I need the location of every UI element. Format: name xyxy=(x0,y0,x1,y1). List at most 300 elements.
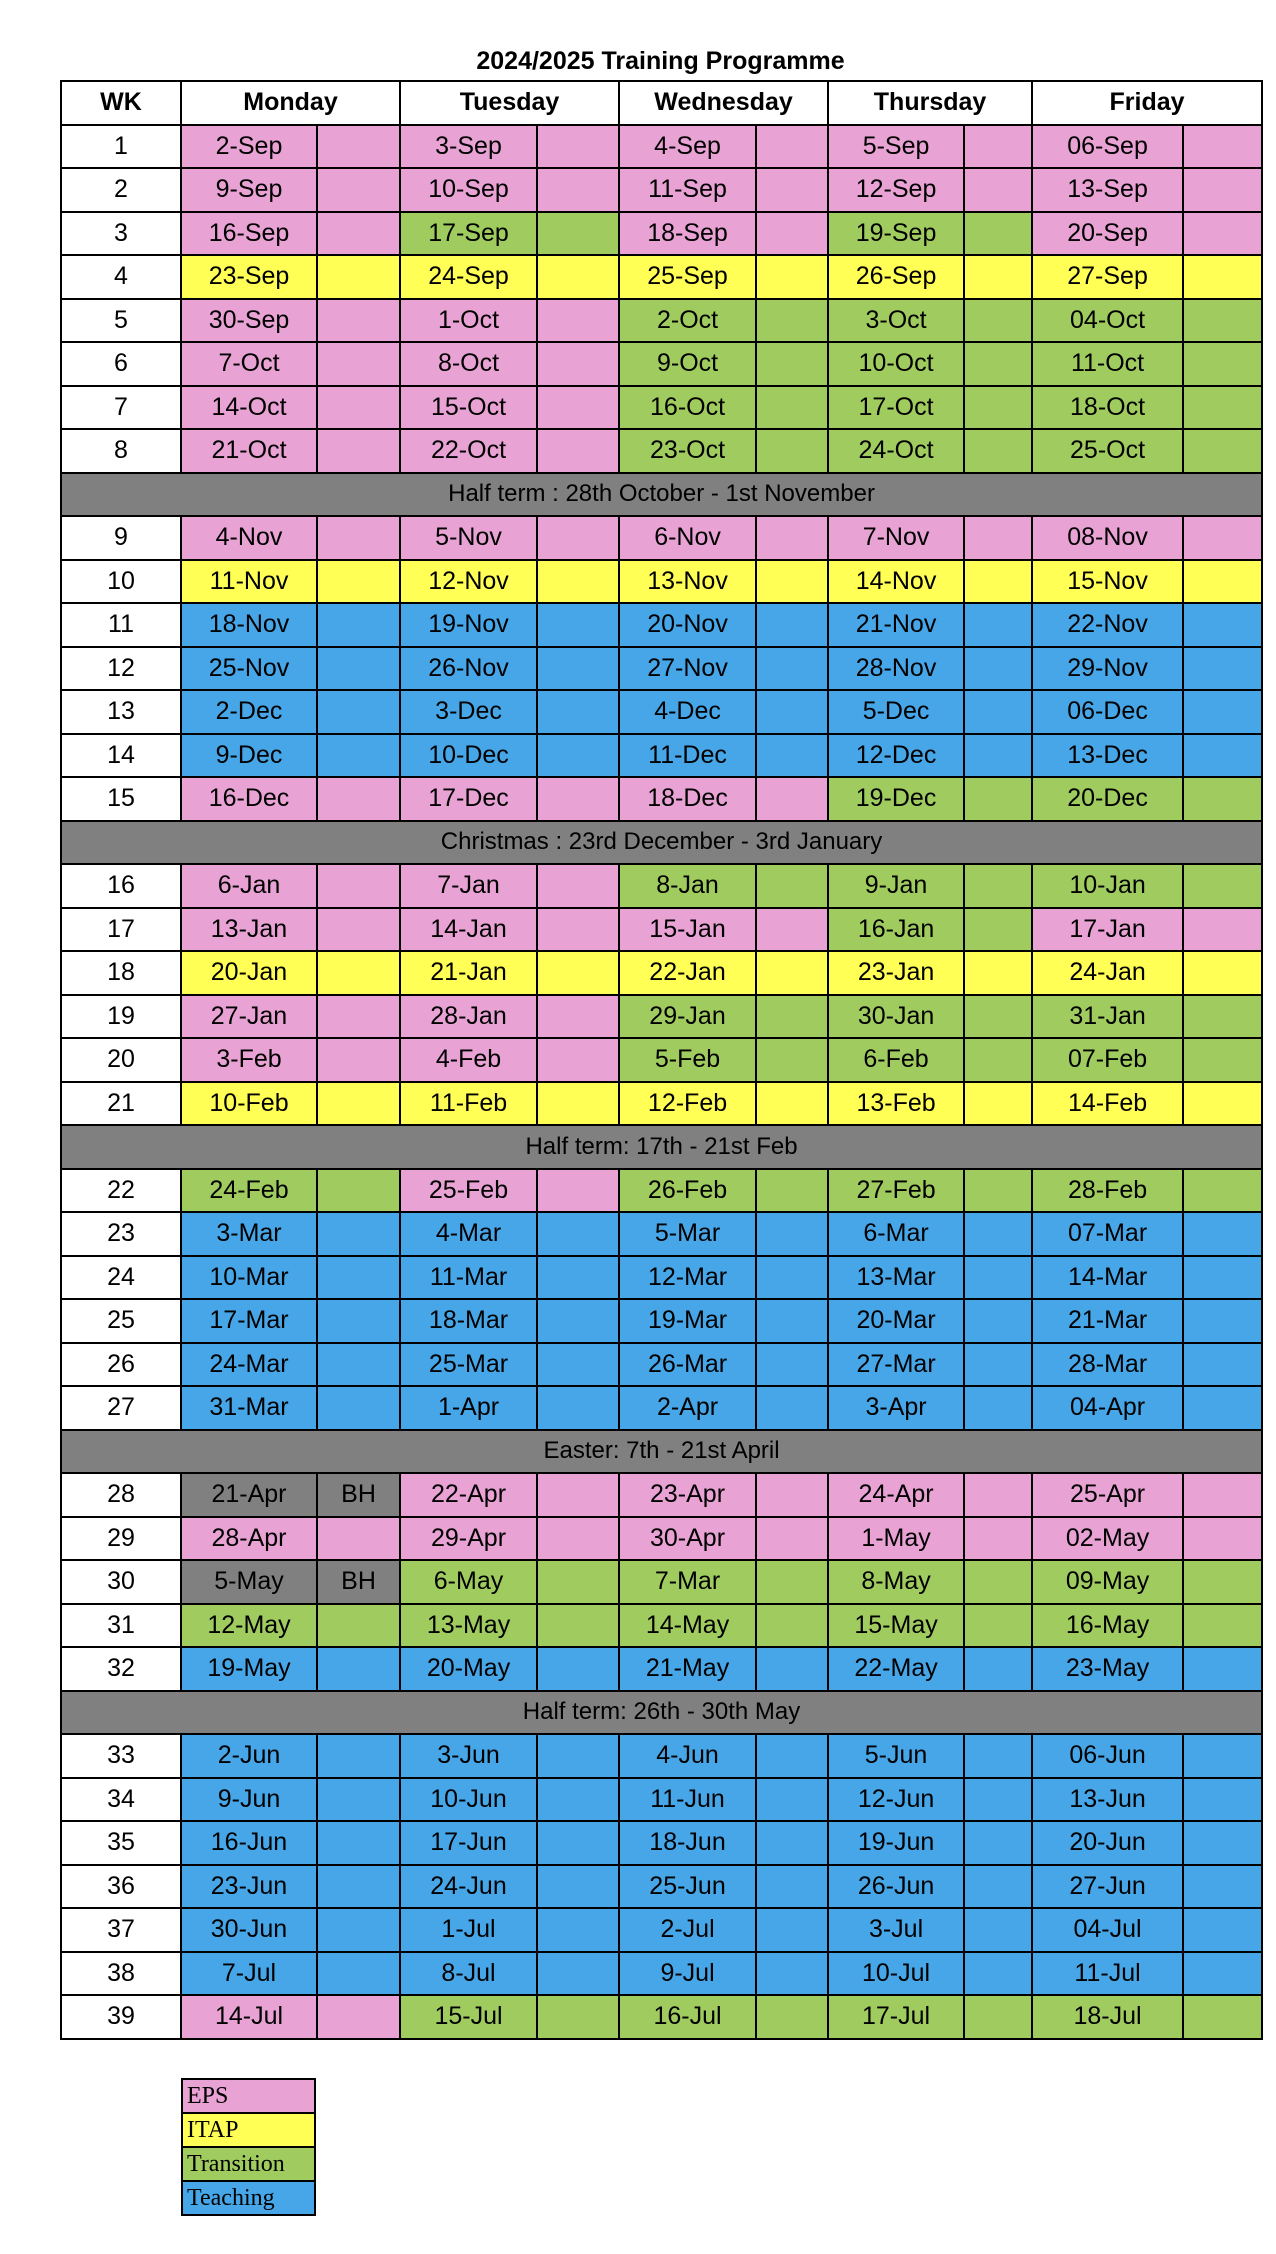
date-cell: 1-Oct xyxy=(400,299,537,343)
note-cell xyxy=(1183,1604,1262,1648)
header-friday: Friday xyxy=(1032,81,1262,125)
date-cell: 30-Apr xyxy=(619,1517,756,1561)
date-cell: 23-May xyxy=(1032,1647,1183,1691)
note-cell xyxy=(1183,1778,1262,1822)
table-row xyxy=(61,212,1262,256)
date-cell: 19-May xyxy=(181,1647,317,1691)
note-cell xyxy=(317,864,400,908)
table-row xyxy=(61,168,1262,212)
note-cell xyxy=(537,1995,619,2039)
date-cell: 21-Jan xyxy=(400,951,537,995)
date-cell: 18-Jul xyxy=(1032,1995,1183,2039)
date-cell: 26-Mar xyxy=(619,1343,756,1387)
note-cell xyxy=(317,777,400,821)
date-cell: 25-Oct xyxy=(1032,429,1183,473)
date-cell: 21-Nov xyxy=(828,603,964,647)
note-cell xyxy=(1183,603,1262,647)
note-cell xyxy=(1183,1908,1262,1952)
date-cell: 10-Oct xyxy=(828,342,964,386)
note-cell xyxy=(964,299,1032,343)
legend-label: EPS xyxy=(182,2079,315,2113)
note-cell xyxy=(756,1908,828,1952)
date-cell: 09-May xyxy=(1032,1560,1183,1604)
week-number: 35 xyxy=(61,1821,181,1865)
week-number: 12 xyxy=(61,647,181,691)
table-row xyxy=(61,386,1262,430)
note-cell xyxy=(317,690,400,734)
date-cell: 7-Jan xyxy=(400,864,537,908)
note-cell xyxy=(317,1647,400,1691)
date-cell: 13-Jun xyxy=(1032,1778,1183,1822)
date-cell: 27-Jan xyxy=(181,995,317,1039)
week-number: 1 xyxy=(61,125,181,169)
date-cell: 5-May xyxy=(181,1560,317,1604)
date-cell: 24-Sep xyxy=(400,255,537,299)
date-cell: 8-May xyxy=(828,1560,964,1604)
note-cell xyxy=(537,1473,619,1517)
date-cell: 11-Dec xyxy=(619,734,756,778)
date-cell: 20-Jan xyxy=(181,951,317,995)
week-number: 21 xyxy=(61,1082,181,1126)
week-number: 33 xyxy=(61,1734,181,1778)
note-cell xyxy=(537,516,619,560)
date-cell: 3-Feb xyxy=(181,1038,317,1082)
date-cell: 5-Mar xyxy=(619,1212,756,1256)
date-cell: 14-Oct xyxy=(181,386,317,430)
date-cell: 17-Oct xyxy=(828,386,964,430)
date-cell: 12-May xyxy=(181,1604,317,1648)
table-row xyxy=(61,429,1262,473)
note-cell xyxy=(537,1604,619,1648)
note-cell xyxy=(1183,995,1262,1039)
table-row xyxy=(61,734,1262,778)
note-cell xyxy=(317,1212,400,1256)
note-cell xyxy=(756,168,828,212)
note-cell xyxy=(1183,125,1262,169)
date-cell: 24-Apr xyxy=(828,1473,964,1517)
note-cell xyxy=(537,1778,619,1822)
week-number: 17 xyxy=(61,908,181,952)
date-cell: 13-Nov xyxy=(619,560,756,604)
date-cell: 24-Feb xyxy=(181,1169,317,1213)
note-cell xyxy=(537,690,619,734)
note-cell xyxy=(537,125,619,169)
date-cell: 21-May xyxy=(619,1647,756,1691)
week-number: 37 xyxy=(61,1908,181,1952)
note-cell xyxy=(537,1821,619,1865)
week-number: 22 xyxy=(61,1169,181,1213)
note-cell xyxy=(756,995,828,1039)
note-cell xyxy=(1183,1821,1262,1865)
note-cell xyxy=(537,212,619,256)
week-number: 9 xyxy=(61,516,181,560)
table-row xyxy=(61,864,1262,908)
week-number: 31 xyxy=(61,1604,181,1648)
date-cell: 23-Apr xyxy=(619,1473,756,1517)
note-cell xyxy=(317,1517,400,1561)
note-cell xyxy=(756,1560,828,1604)
date-cell: 16-Sep xyxy=(181,212,317,256)
note-cell xyxy=(1183,255,1262,299)
date-cell: 04-Oct xyxy=(1032,299,1183,343)
note-cell xyxy=(1183,386,1262,430)
date-cell: 28-Nov xyxy=(828,647,964,691)
date-cell: 17-Jan xyxy=(1032,908,1183,952)
break-label: Half term : 28th October - 1st November xyxy=(61,473,1262,517)
date-cell: 14-Jul xyxy=(181,1995,317,2039)
week-number: 4 xyxy=(61,255,181,299)
note-cell xyxy=(317,560,400,604)
note-cell xyxy=(964,125,1032,169)
date-cell: 24-Mar xyxy=(181,1343,317,1387)
note-cell xyxy=(537,777,619,821)
training-programme-table xyxy=(60,80,1263,2040)
table-row xyxy=(61,1299,1262,1343)
date-cell: 12-Feb xyxy=(619,1082,756,1126)
note-cell xyxy=(1183,1386,1262,1430)
table-row xyxy=(61,1082,1262,1126)
date-cell: 22-May xyxy=(828,1647,964,1691)
note-cell xyxy=(964,734,1032,778)
table-row xyxy=(61,560,1262,604)
note-cell xyxy=(964,1734,1032,1778)
note-cell xyxy=(537,864,619,908)
note-cell xyxy=(537,908,619,952)
date-cell: 18-Jun xyxy=(619,1821,756,1865)
note-cell xyxy=(964,1821,1032,1865)
date-cell: 12-Sep xyxy=(828,168,964,212)
date-cell: 5-Jun xyxy=(828,1734,964,1778)
note-cell xyxy=(964,255,1032,299)
week-number: 26 xyxy=(61,1343,181,1387)
table-row xyxy=(61,1256,1262,1300)
note-cell xyxy=(964,1647,1032,1691)
week-number: 6 xyxy=(61,342,181,386)
date-cell: 13-Feb xyxy=(828,1082,964,1126)
note-cell xyxy=(1183,690,1262,734)
note-cell xyxy=(1183,1256,1262,1300)
note-cell xyxy=(317,1038,400,1082)
date-cell: 15-Oct xyxy=(400,386,537,430)
note-cell xyxy=(756,1386,828,1430)
note-cell xyxy=(317,1082,400,1126)
note-cell xyxy=(756,1647,828,1691)
date-cell: 23-Jun xyxy=(181,1865,317,1909)
date-cell: 27-Mar xyxy=(828,1343,964,1387)
date-cell: 4-Feb xyxy=(400,1038,537,1082)
note-cell xyxy=(1183,734,1262,778)
table-row xyxy=(61,1734,1262,1778)
date-cell: 23-Jan xyxy=(828,951,964,995)
schedule-body xyxy=(61,125,1262,2039)
note-cell xyxy=(317,1995,400,2039)
note-cell xyxy=(964,864,1032,908)
note-cell xyxy=(964,1778,1032,1822)
date-cell: 19-Mar xyxy=(619,1299,756,1343)
table-row xyxy=(61,125,1262,169)
note-cell xyxy=(964,1560,1032,1604)
note-cell xyxy=(317,342,400,386)
date-cell: 13-Dec xyxy=(1032,734,1183,778)
break-row xyxy=(61,1430,1262,1474)
note-cell xyxy=(537,386,619,430)
week-number: 24 xyxy=(61,1256,181,1300)
date-cell: 1-Jul xyxy=(400,1908,537,1952)
note-cell xyxy=(964,1473,1032,1517)
note-cell xyxy=(537,734,619,778)
note-cell xyxy=(537,1169,619,1213)
date-cell: 19-Jun xyxy=(828,1821,964,1865)
note-cell xyxy=(964,951,1032,995)
note-cell xyxy=(317,212,400,256)
date-cell: 5-Nov xyxy=(400,516,537,560)
date-cell: 25-Apr xyxy=(1032,1473,1183,1517)
note-cell xyxy=(756,864,828,908)
break-row xyxy=(61,473,1262,517)
date-cell: 20-Mar xyxy=(828,1299,964,1343)
date-cell: 6-Jan xyxy=(181,864,317,908)
note-cell xyxy=(317,1734,400,1778)
note-cell xyxy=(317,734,400,778)
date-cell: 15-Jul xyxy=(400,1995,537,2039)
note-cell xyxy=(1183,1212,1262,1256)
week-number: 32 xyxy=(61,1647,181,1691)
date-cell: 9-Oct xyxy=(619,342,756,386)
date-cell: 14-Nov xyxy=(828,560,964,604)
table-row xyxy=(61,951,1262,995)
table-row xyxy=(61,777,1262,821)
header-thursday: Thursday xyxy=(828,81,1032,125)
note-cell xyxy=(964,1343,1032,1387)
note-cell xyxy=(537,1343,619,1387)
note-cell xyxy=(537,342,619,386)
date-cell: 9-Dec xyxy=(181,734,317,778)
note-cell xyxy=(964,1604,1032,1648)
date-cell: 4-Dec xyxy=(619,690,756,734)
date-cell: 23-Sep xyxy=(181,255,317,299)
note-cell xyxy=(537,1560,619,1604)
note-cell xyxy=(317,1169,400,1213)
note-cell xyxy=(317,1821,400,1865)
break-row xyxy=(61,821,1262,865)
table-row xyxy=(61,1343,1262,1387)
note-cell: BH xyxy=(317,1560,400,1604)
date-cell: 9-Jun xyxy=(181,1778,317,1822)
note-cell xyxy=(1183,1343,1262,1387)
note-cell xyxy=(756,560,828,604)
date-cell: 4-Nov xyxy=(181,516,317,560)
legend-label: Teaching xyxy=(182,2181,315,2215)
week-number: 30 xyxy=(61,1560,181,1604)
table-row xyxy=(61,299,1262,343)
date-cell: 3-Jul xyxy=(828,1908,964,1952)
note-cell xyxy=(1183,342,1262,386)
header-week: WK xyxy=(61,81,181,125)
note-cell xyxy=(537,647,619,691)
date-cell: 06-Jun xyxy=(1032,1734,1183,1778)
date-cell: 3-Oct xyxy=(828,299,964,343)
legend-label: ITAP xyxy=(182,2113,315,2147)
note-cell xyxy=(964,516,1032,560)
date-cell: 4-Jun xyxy=(619,1734,756,1778)
date-cell: 28-Apr xyxy=(181,1517,317,1561)
date-cell: 3-Mar xyxy=(181,1212,317,1256)
note-cell xyxy=(756,777,828,821)
date-cell: 2-Jul xyxy=(619,1908,756,1952)
date-cell: 21-Apr xyxy=(181,1473,317,1517)
date-cell: 29-Nov xyxy=(1032,647,1183,691)
note-cell xyxy=(1183,1952,1262,1996)
note-cell xyxy=(756,1169,828,1213)
note-cell xyxy=(1183,1169,1262,1213)
note-cell xyxy=(1183,1038,1262,1082)
date-cell: 28-Mar xyxy=(1032,1343,1183,1387)
date-cell: 16-Dec xyxy=(181,777,317,821)
date-cell: 4-Sep xyxy=(619,125,756,169)
date-cell: 16-Jun xyxy=(181,1821,317,1865)
table-row xyxy=(61,1386,1262,1430)
note-cell xyxy=(964,1082,1032,1126)
note-cell xyxy=(537,1082,619,1126)
date-cell: 7-Mar xyxy=(619,1560,756,1604)
note-cell xyxy=(756,1082,828,1126)
date-cell: 24-Oct xyxy=(828,429,964,473)
note-cell xyxy=(756,1778,828,1822)
date-cell: 29-Apr xyxy=(400,1517,537,1561)
note-cell xyxy=(1183,516,1262,560)
date-cell: 5-Feb xyxy=(619,1038,756,1082)
week-number: 18 xyxy=(61,951,181,995)
date-cell: 30-Jan xyxy=(828,995,964,1039)
note-cell xyxy=(537,1952,619,1996)
note-cell xyxy=(317,1604,400,1648)
note-cell xyxy=(756,1256,828,1300)
date-cell: 13-Jan xyxy=(181,908,317,952)
table-row xyxy=(61,1865,1262,1909)
date-cell: 2-Apr xyxy=(619,1386,756,1430)
date-cell: 5-Sep xyxy=(828,125,964,169)
note-cell xyxy=(1183,951,1262,995)
date-cell: 2-Oct xyxy=(619,299,756,343)
date-cell: 25-Sep xyxy=(619,255,756,299)
date-cell: 22-Jan xyxy=(619,951,756,995)
date-cell: 04-Apr xyxy=(1032,1386,1183,1430)
date-cell: 13-Sep xyxy=(1032,168,1183,212)
note-cell xyxy=(317,1386,400,1430)
date-cell: 20-Nov xyxy=(619,603,756,647)
week-number: 11 xyxy=(61,603,181,647)
note-cell xyxy=(756,1952,828,1996)
note-cell xyxy=(964,1908,1032,1952)
table-row xyxy=(61,995,1262,1039)
note-cell xyxy=(1183,560,1262,604)
note-cell xyxy=(964,1517,1032,1561)
date-cell: 10-Dec xyxy=(400,734,537,778)
note-cell xyxy=(756,1517,828,1561)
note-cell xyxy=(1183,299,1262,343)
note-cell xyxy=(1183,777,1262,821)
date-cell: 20-Dec xyxy=(1032,777,1183,821)
note-cell xyxy=(756,429,828,473)
date-cell: 11-Sep xyxy=(619,168,756,212)
week-number: 28 xyxy=(61,1473,181,1517)
header-wednesday: Wednesday xyxy=(619,81,828,125)
note-cell xyxy=(317,1952,400,1996)
note-cell xyxy=(317,1343,400,1387)
note-cell xyxy=(756,212,828,256)
date-cell: 17-Mar xyxy=(181,1299,317,1343)
note-cell xyxy=(964,429,1032,473)
date-cell: 8-Jan xyxy=(619,864,756,908)
note-cell xyxy=(1183,908,1262,952)
date-cell: 22-Oct xyxy=(400,429,537,473)
note-cell xyxy=(756,125,828,169)
note-cell xyxy=(317,516,400,560)
table-row xyxy=(61,1038,1262,1082)
date-cell: 15-Nov xyxy=(1032,560,1183,604)
note-cell xyxy=(964,1038,1032,1082)
note-cell xyxy=(756,603,828,647)
date-cell: 10-Jun xyxy=(400,1778,537,1822)
note-cell xyxy=(964,1386,1032,1430)
date-cell: 08-Nov xyxy=(1032,516,1183,560)
week-number: 13 xyxy=(61,690,181,734)
note-cell xyxy=(756,516,828,560)
note-cell xyxy=(537,1212,619,1256)
date-cell: 31-Mar xyxy=(181,1386,317,1430)
date-cell: 12-Mar xyxy=(619,1256,756,1300)
note-cell xyxy=(317,603,400,647)
date-cell: 10-Sep xyxy=(400,168,537,212)
date-cell: 18-Nov xyxy=(181,603,317,647)
date-cell: 11-Jul xyxy=(1032,1952,1183,1996)
note-cell xyxy=(756,299,828,343)
legend-label: Transition xyxy=(182,2147,315,2181)
note-cell: BH xyxy=(317,1473,400,1517)
week-number: 20 xyxy=(61,1038,181,1082)
legend-item xyxy=(182,2079,315,2113)
date-cell: 25-Jun xyxy=(619,1865,756,1909)
date-cell: 11-Nov xyxy=(181,560,317,604)
date-cell: 30-Sep xyxy=(181,299,317,343)
date-cell: 17-Jul xyxy=(828,1995,964,2039)
header-tuesday: Tuesday xyxy=(400,81,619,125)
table-row xyxy=(61,908,1262,952)
note-cell xyxy=(1183,1734,1262,1778)
note-cell xyxy=(964,1995,1032,2039)
date-cell: 31-Jan xyxy=(1032,995,1183,1039)
note-cell xyxy=(537,560,619,604)
date-cell: 2-Jun xyxy=(181,1734,317,1778)
date-cell: 22-Nov xyxy=(1032,603,1183,647)
date-cell: 15-Jan xyxy=(619,908,756,952)
table-row xyxy=(61,516,1262,560)
note-cell xyxy=(964,1865,1032,1909)
note-cell xyxy=(756,342,828,386)
note-cell xyxy=(1183,1473,1262,1517)
note-cell xyxy=(756,1821,828,1865)
note-cell xyxy=(537,1256,619,1300)
table-row xyxy=(61,1908,1262,1952)
header-row xyxy=(61,81,1262,125)
note-cell xyxy=(537,1734,619,1778)
note-cell xyxy=(537,255,619,299)
date-cell: 3-Jun xyxy=(400,1734,537,1778)
note-cell xyxy=(537,429,619,473)
date-cell: 18-Oct xyxy=(1032,386,1183,430)
break-row xyxy=(61,1691,1262,1735)
note-cell xyxy=(964,1169,1032,1213)
